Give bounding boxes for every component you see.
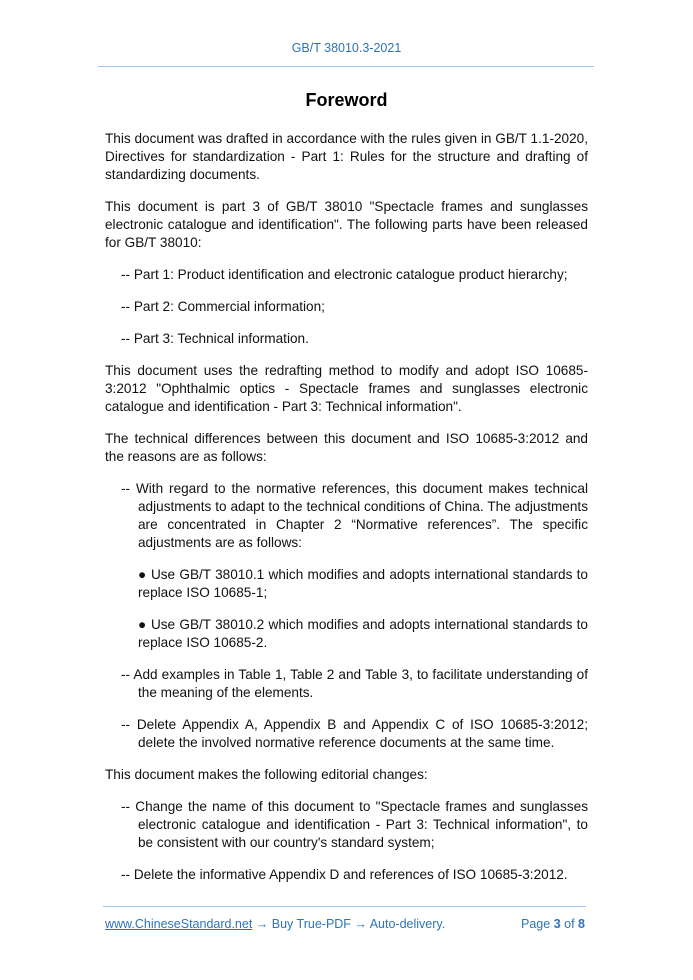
paragraph-technical-differences: The technical differences between this document and ISO 10685-3:2012 and the reasons are as follows:	[105, 431, 588, 464]
document-code-header: GB/T 38010.3-2021	[291, 41, 402, 55]
list-item-part-3: -- Part 3: Technical information.	[121, 331, 309, 346]
document-body	[105, 130, 588, 898]
header-divider	[98, 66, 594, 67]
page-current: 3	[553, 917, 561, 931]
list-item-normative-references: -- With regard to the normative references, this document makes technical adjustments to adapt to the technical conditions of China. The adjustments are concentrated in Chapter 2 “Normative references”. The specific adjustments are as follows:	[121, 481, 588, 550]
list-item-delete-appendices: -- Delete Appendix A, Appendix B and Appendix C of ISO 10685-3:2012; delete the involved normative reference documents at the same time.	[121, 717, 588, 750]
list-item-part-2: -- Part 2: Commercial information;	[121, 299, 325, 314]
page-title: Foreword	[305, 90, 388, 110]
page-footer	[105, 917, 585, 931]
paragraph-part-info: This document is part 3 of GB/T 38010 "Spectacle frames and sunglasses electronic catalogue and identification". The following parts have been released for GB/T 38010:	[105, 199, 588, 250]
page-total: 8	[578, 917, 585, 931]
list-item-delete-appendix-d: -- Delete the informative Appendix D and references of ISO 10685-3:2012.	[121, 867, 568, 882]
list-item-add-examples: -- Add examples in Table 1, Table 2 and Table 3, to facilitate understanding of the meaning of the elements.	[121, 667, 588, 700]
page-label: Page	[521, 917, 551, 931]
list-item-part-1: -- Part 1: Product identification and electronic catalogue product hierarchy;	[121, 267, 568, 282]
list-item-change-name: -- Change the name of this document to "Spectacle frames and sunglasses electronic catalogue and identification - Part 3: Technical information", to be consistent with our country's standard system;	[121, 799, 588, 850]
footer-divider	[103, 906, 586, 907]
paragraph-drafting-rules: This document was drafted in accordance with the rules given in GB/T 1.1-2020, Directives for standardization - Part 1: Rules for the structure and drafting of standardizing documents.	[105, 131, 588, 182]
bullet-item-38010-2: ● Use GB/T 38010.2 which modifies and adopts international standards to replace ISO 10685-2.	[138, 617, 588, 650]
of-label: of	[564, 917, 575, 931]
footer-promo-text: → Buy True-PDF → Auto-delivery.	[252, 917, 446, 931]
paragraph-redrafting: This document uses the redrafting method to modify and adopt ISO 10685-3:2012 "Ophthalmic optics - Spectacle frames and sunglasses electronic catalogue and identification - Part 3: Technical information".	[105, 363, 588, 414]
paragraph-editorial-changes: This document makes the following editorial changes:	[105, 767, 428, 782]
bullet-item-38010-1: ● Use GB/T 38010.1 which modifies and adopts international standards to replace ISO 10685-1;	[138, 567, 588, 600]
chinesestandard-link[interactable]: www.ChineseStandard.net	[105, 917, 253, 931]
page-indicator	[521, 917, 585, 931]
